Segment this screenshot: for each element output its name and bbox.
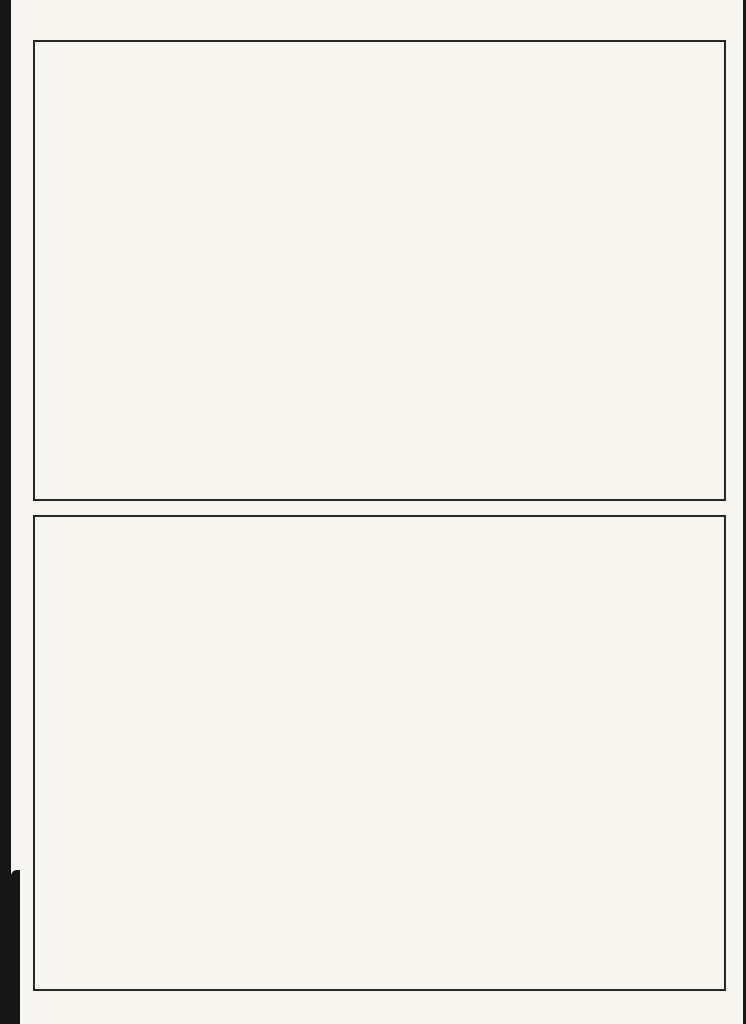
scan-gutter-edge-left-lower	[11, 870, 20, 1024]
scan-gutter-edge-left	[0, 0, 11, 1024]
roster-table-bottom	[33, 515, 726, 991]
roster-table-top	[33, 40, 726, 501]
